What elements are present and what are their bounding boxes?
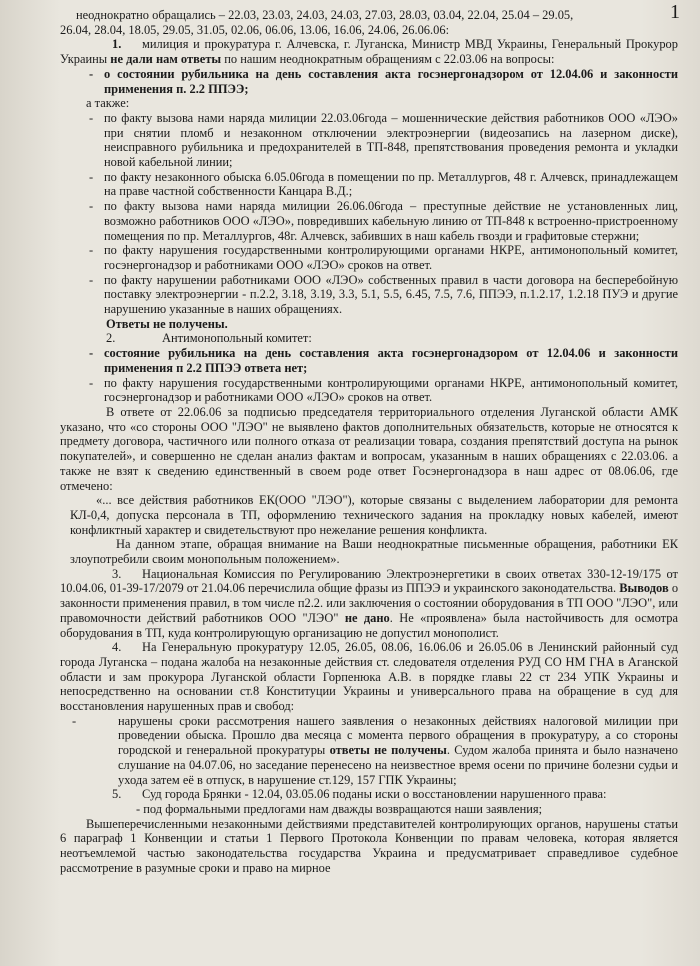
section-4-number: 4.	[112, 640, 122, 655]
section-4-item: - нарушены сроки рассмотрения нашего заявления о незаконных действиях налоговой милиции при проведении обыска. Прошло два месяца с момента первого обращения в прокуратуру, а со стороны городской и генеральной прокуратуры ответы не получены. Судом жалоба принята и было назначено слушание на 04.07.06, но заседание перенесено на неизвестное время осени по причине болезни судьи и ухода затем её в отпуск, в нарушение ст.129, 157 ГПК Украины;	[72, 713, 679, 787]
intro-line-1: неоднократно обращались – 22.03, 23.03, 24.03, 24.03, 27.03, 28.03, 03.04, 22.04, 25.04 – 29.05,	[76, 8, 574, 22]
section-2-question: - состояние рубильника на день составления акта госэнергонадзором от 12.04.06 и законности применения п 2.2 ППЭЭ ответа нет;	[89, 346, 678, 375]
section-1-result: Ответы не получены.	[106, 316, 228, 331]
section-2-header	[86, 331, 678, 346]
section-5-item: - под формальными предлогами нам дважды возвращаются наши заявления;	[136, 801, 543, 816]
section-5	[60, 787, 678, 802]
section-3-text-post: . Не «проявлена» была настойчивость для осмотра оборудования в ТП, куда контролирующую организацию не допустил монополист.	[60, 610, 678, 640]
section-1-bold: не дали нам ответы	[110, 52, 222, 67]
section-3-number: 3.	[112, 566, 122, 581]
intro-line-2: 26.04, 28.04, 18.05, 29.05, 31.05, 02.06, 06.06, 13.06, 16.06, 24.06, 26.06.06:	[60, 22, 450, 37]
section-1	[60, 37, 678, 66]
section-1-text-post: по нашим неоднократным обращениям с 22.03.06 на вопросы:	[224, 52, 555, 67]
section-3	[60, 567, 678, 641]
section-1-also: а также:	[86, 96, 130, 111]
section-1-item-5: - по факту нарушении работниками ООО «ЛЭО» собственных правил в части договора на бесперебойную поставку электроэнергии - п.2.2, 3.18, 3.19, 3.3, 5.1, 5.5, 6.45, 7.5, 7.6, ППЭЭ, п.1.2.17, 1.2.18 ПУЭ и другие нарушению указанные в наших обращениях.	[89, 272, 678, 317]
section-2-title: Антимонопольный комитет:	[162, 331, 312, 346]
section-1-item-2: - по факту незаконного обыска 6.05.06года в помещении по пр. Металлургов, 48 г. Алчевск, принадлежащем на праве частной собственности Канцара В.Д.;	[89, 169, 678, 199]
section-3-text-mid: о законности применения правил, в том числе п2.2. или заключения о состоянии оборудования в ТП ООО "ЛЭО", или правомочности действий работников ООО "ЛЭО"	[60, 581, 679, 625]
section-2-item: - по факту нарушения государственными контролирующими органами НКРЕ, антимонопольный комитет, госэнергонадзор и работниками ООО «ЛЭО» сроков на ответ.	[89, 375, 678, 405]
section-2-quote: «... все действия работников ЕК(ООО "ЛЭО"), которые связаны с выделением лаборатории для ремонта КЛ-0,4, допуска персонала в ТП, оформлению технического задания на прокладку новых кабелей, имеют конфликтный характер и свидетельствуют про нежелание решения конфликта.	[70, 493, 678, 537]
section-1-item-1: - по факту вызова нами наряда милиции 22.03.06года – мошеннические действия работников ООО «ЛЭО» при снятии пломб и незаконном отключении электроэнергии (видеозапись на лазерном диске), неисправного рубильника и предохранителей в ТП-848, препятствования проведения ремонта и укладки новой кабельной линии;	[89, 110, 678, 170]
section-2-number: 2.	[106, 331, 116, 346]
section-2-paragraph-2: На данном этапе, обращая внимание на Ваши неоднократные письменные обращения, работники ЕК злоупотребили своим монопольным положением».	[70, 537, 678, 567]
section-3-bold-2: не дано	[344, 610, 390, 625]
section-4-text: На Генеральную прокуратуру 12.05, 26.05, 08.06, 16.06.06 и 26.05.06 в Ленинский районный суд города Луганска – подана жалоба на незаконные действия ст. следователя отделения РУД СО НМ ГНА в Аганской области и зам прокурора Луганской области Горпенюка А.В. в порядке главы 22 ст 234 УПК Украины и непосредственно на основании ст.8 Конституции Украины и универсального права на обращение в суд для восстановления нарушенных прав и свобод:	[60, 640, 678, 714]
section-3-text: Национальная Комиссия по Регулированию Электроэнергетики в своих ответах 330-12-19/175 от 10.04.06, 01-39-17/2079 от 21.04.06 перечислила общие фразы из ППЭЭ и украинского законодательства.	[60, 566, 678, 596]
section-4-bold: ответы не получены	[329, 743, 447, 758]
section-1-text: милиция и прокуратура г. Алчевска, г. Луганска, Министр МВД Украины, Генеральный Прокурор Украины	[60, 37, 678, 67]
corner-handwritten-mark: 1	[670, 1, 680, 23]
section-1-question: - о состоянии рубильника на день составления акта госэнергонадзором от 12.04.06 и законности применения п. 2.2 ППЭЭ;	[89, 66, 678, 96]
section-1-number: 1.	[112, 37, 122, 52]
closing-paragraph: Вышеперечисленными незаконными действиями представителей контролирующих органов, нарушены статьи 6 параграф 1 Конвенции и статьи 1 Первого Протокола Конвенции по правам человека, которая является неотъемлемой частью законодательства государства Украина и предусматривает справедливое судебное рассмотрение в разумные сроки и право на мирное	[60, 816, 678, 875]
section-5-text: Суд города Брянки - 12.04, 03.05.06 поданы иски о восстановлении нарушенного права:	[142, 787, 607, 802]
section-2-paragraph-1: В ответе от 22.06.06 за подписью председателя территориального отделения Луганской области АМК указано, что «со стороны ООО "ЛЭО" не выявлено фактов дополнительных обязательств, которые не относятся к предмету договора, частичного или полного отказа от реализации товара, создания препятствий доступа на рынок покупателей», и совершенно не сделан анализ фактам и вопросам, указанным в наших обращениях с 22.03.06. а также не взят к сведению единственный в своем роде ответ Госэнергонадзора в наш адрес от 08.06.06, где отмечено:	[60, 404, 678, 493]
section-1-item-4: - по факту нарушения государственными контролирующими органами НКРЕ, антимонопольный комитет, госэнергонадзор и работниками ООО «ЛЭО» сроков на ответ.	[89, 243, 678, 272]
section-4	[60, 640, 678, 714]
section-1-item-3: - по факту вызова нами наряда милиции 26.06.06года – преступные действие не установленных лиц, возможно работников ООО «ЛЭО», повредивших кабельную линию от ТП-848 к встроенно-пристроенному помещения по пр. Металлургов, 48г. Алчевск, забивших в наш кабель гвозди и графитовые стержни;	[89, 199, 678, 243]
section-3-bold-1: Выводов	[619, 581, 669, 596]
section-5-number: 5.	[112, 787, 122, 802]
